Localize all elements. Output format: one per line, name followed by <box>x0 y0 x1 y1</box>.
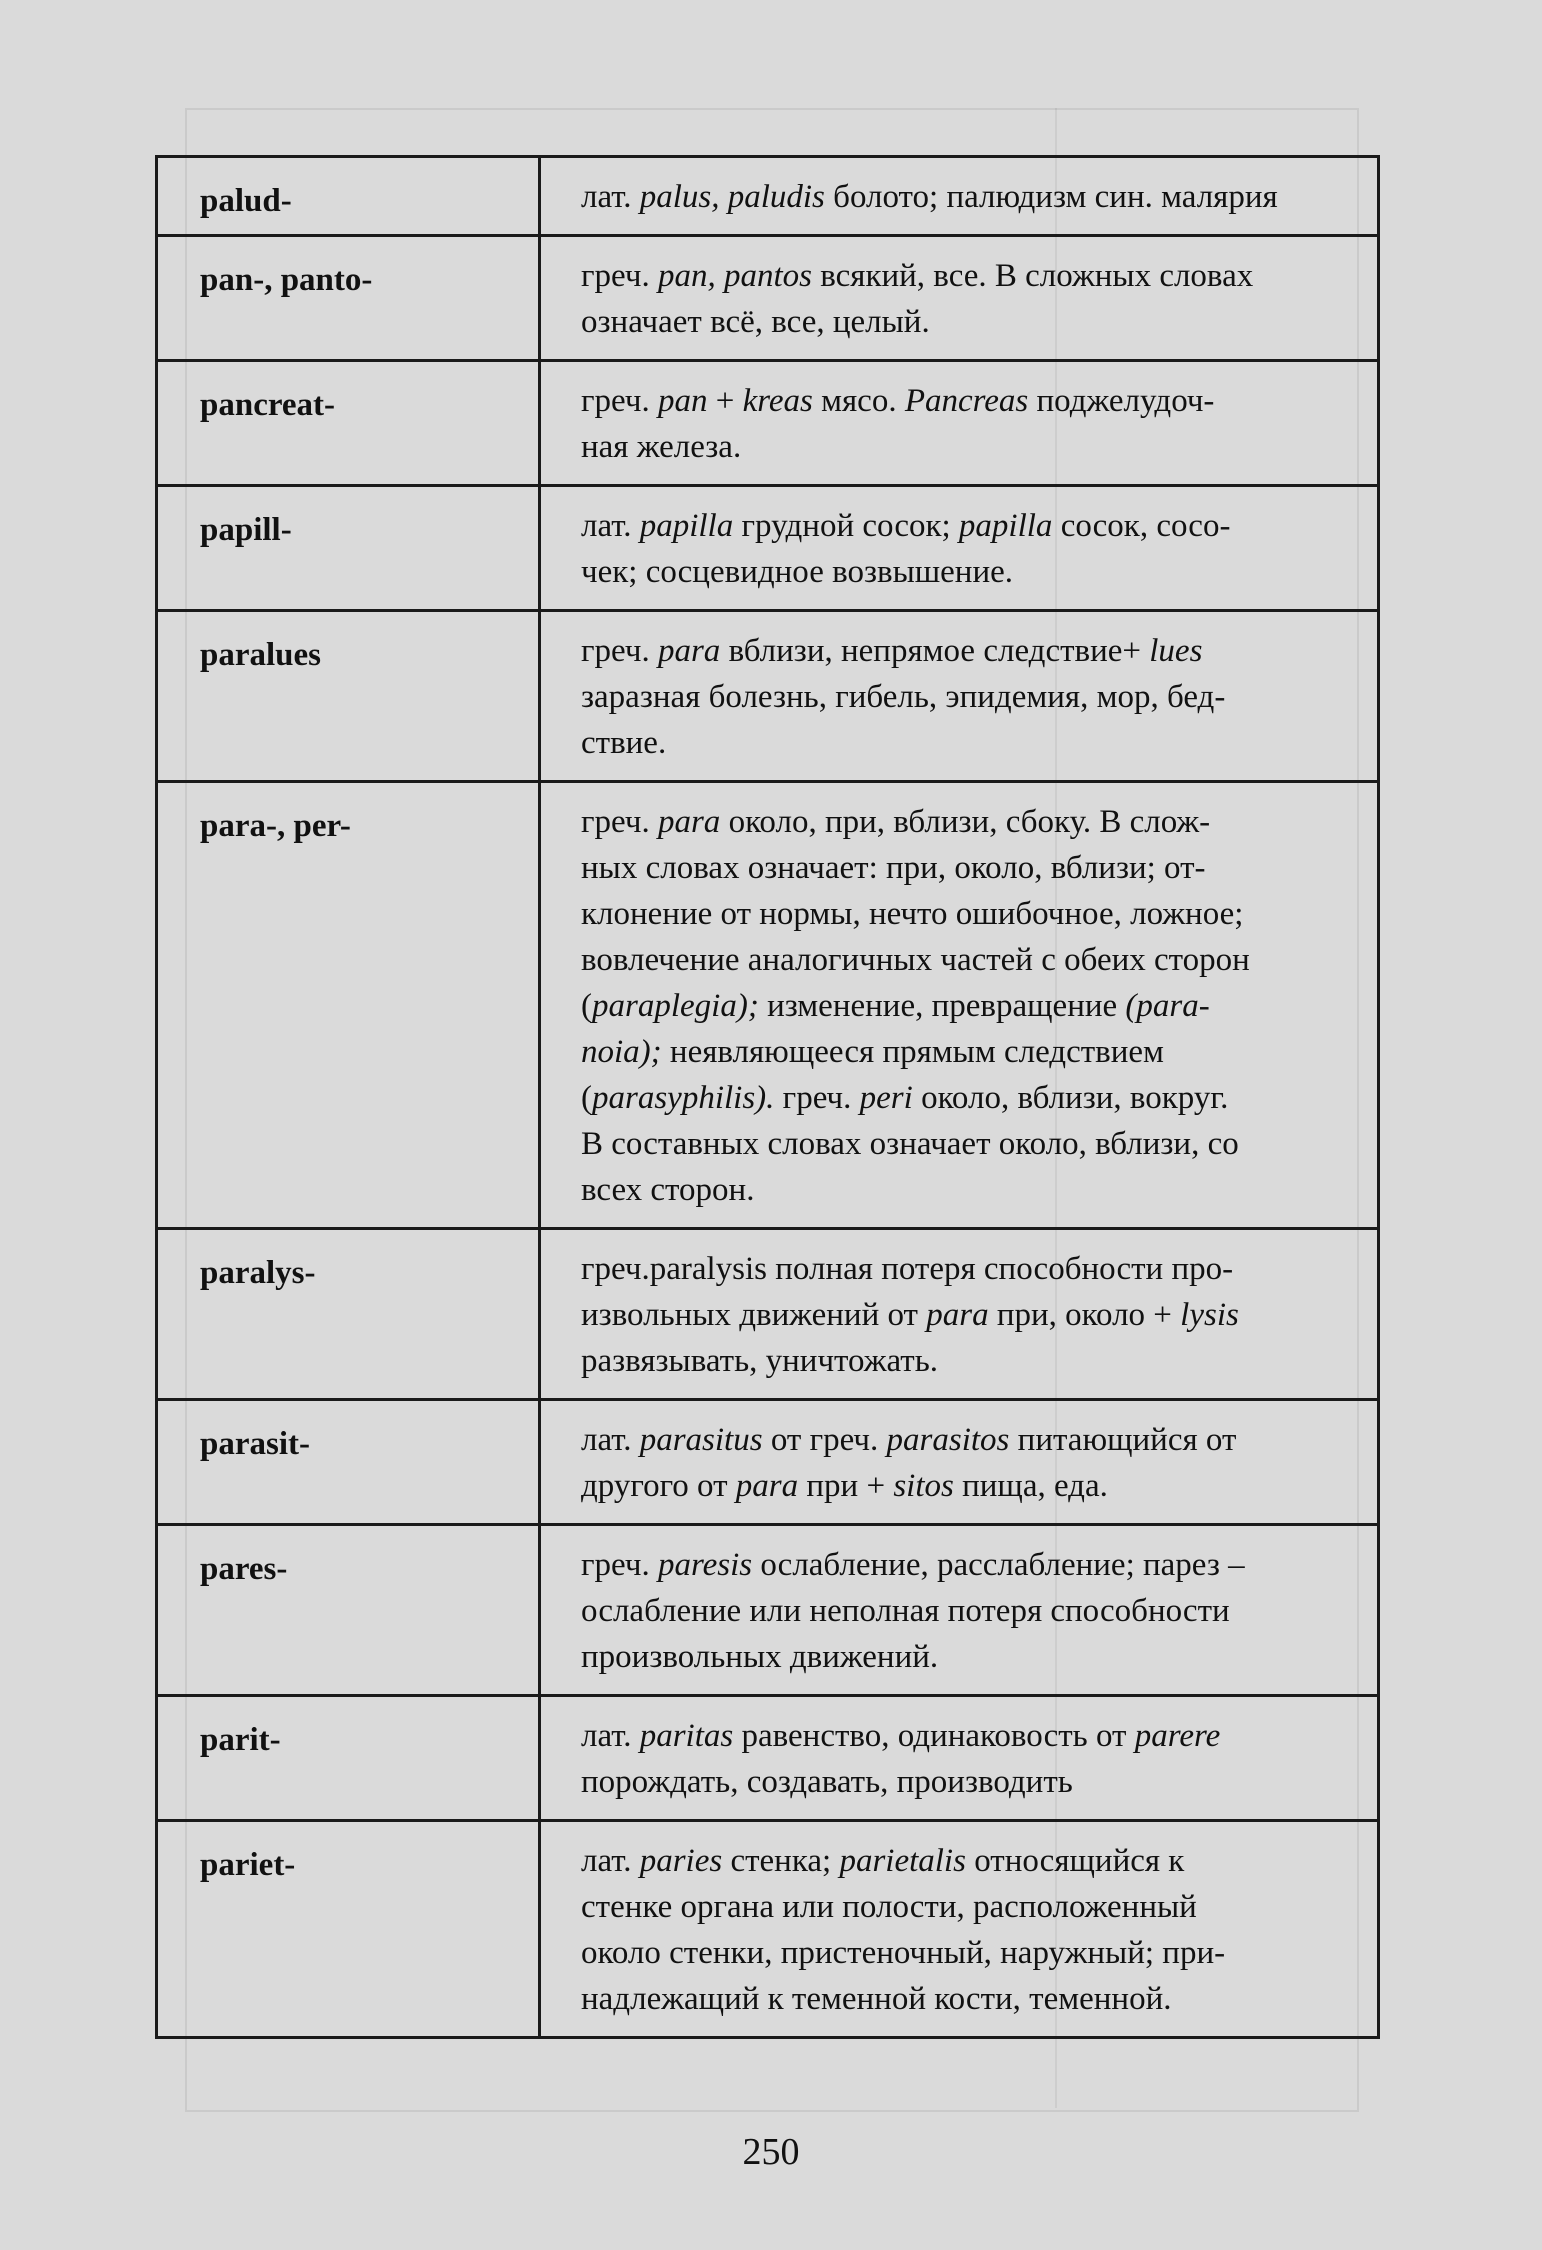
definition-line <box>581 845 1367 891</box>
definition-text: вблизи, непрямое следствие+ <box>720 633 1150 669</box>
definition-text: греч. <box>774 1080 860 1116</box>
definition-line <box>581 299 1367 345</box>
table-row <box>157 1400 1379 1525</box>
definition-line <box>581 174 1367 220</box>
definition-text: грудной сосок; <box>733 508 959 544</box>
definition-line <box>581 503 1367 549</box>
definition-text: пища, еда. <box>953 1468 1108 1504</box>
entry-definition <box>540 1400 1379 1525</box>
definition-text: мясо. <box>812 383 905 419</box>
definition-text: чек; сосцевидное возвышение. <box>581 554 1014 590</box>
definition-text: от греч. <box>762 1422 887 1458</box>
definition-text: всех сторон. <box>581 1172 755 1208</box>
definition-text: лат. <box>581 508 640 544</box>
entry-definition <box>540 1229 1379 1400</box>
definition-italic-text: (para- <box>1125 988 1210 1024</box>
definition-text: изменение, превращение <box>758 988 1126 1024</box>
definition-text: при + <box>798 1468 894 1504</box>
definition-text: лат. <box>581 179 640 215</box>
entry-term: papill- <box>157 486 540 611</box>
table-row <box>157 1229 1379 1400</box>
entry-term: para-, per- <box>157 782 540 1229</box>
table-row <box>157 782 1379 1229</box>
definition-text: лат. <box>581 1843 640 1879</box>
definition-italic-text: para <box>657 804 721 840</box>
entry-definition <box>540 157 1379 236</box>
entry-term: pancreat- <box>157 361 540 486</box>
table-row <box>157 1696 1379 1821</box>
definition-line <box>581 1634 1367 1680</box>
definition-text: относящийся к <box>965 1843 1185 1879</box>
definition-text: извольных движений от <box>581 1297 927 1333</box>
definition-text: другого от <box>581 1468 736 1504</box>
definition-text: греч. <box>581 804 658 840</box>
definition-line <box>581 1121 1367 1167</box>
definition-text: развязывать, уничтожать. <box>581 1343 939 1379</box>
definition-line <box>581 1976 1367 2022</box>
definition-text: клонение от нормы, нечто ошибочное, ложное; <box>581 896 1244 932</box>
definition-text: означает всё, все, целый. <box>581 304 930 340</box>
definition-text: ных словах означает: при, около, вблизи; от- <box>581 850 1206 886</box>
definition-line <box>581 1930 1367 1976</box>
definition-italic-text: pan, pantos <box>657 258 812 294</box>
definition-text: сосок, сосо- <box>1052 508 1231 544</box>
entry-term: palud- <box>157 157 540 236</box>
definition-line <box>581 1338 1367 1384</box>
definition-italic-text: kreas <box>742 383 813 419</box>
definition-line <box>581 1759 1367 1805</box>
definition-text: лат. <box>581 1422 640 1458</box>
table-row <box>157 157 1379 236</box>
entry-definition <box>540 782 1379 1229</box>
definition-italic-text: noia); <box>581 1034 662 1070</box>
definition-line <box>581 1292 1367 1338</box>
table-row <box>157 236 1379 361</box>
entry-definition <box>540 611 1379 782</box>
definition-line <box>581 378 1367 424</box>
definition-italic-text: parere <box>1134 1718 1221 1754</box>
entry-term: parasit- <box>157 1400 540 1525</box>
definition-line <box>581 1075 1367 1121</box>
definition-text: заразная болезнь, гибель, эпидемия, мор, бед- <box>581 679 1226 715</box>
definition-text: В составных словах означает около, вблизи, со <box>581 1126 1239 1162</box>
definition-text: равенство, одинаковость от <box>733 1718 1135 1754</box>
definition-text: неявляющееся прямым следствием <box>661 1034 1164 1070</box>
definition-text: ( <box>581 1080 592 1116</box>
definition-italic-text: para <box>657 633 721 669</box>
definition-text: вовлечение аналогичных частей с обеих сторон <box>581 942 1250 978</box>
table-row <box>157 486 1379 611</box>
definition-text: ствие. <box>581 725 667 761</box>
definition-text: при, около + <box>988 1297 1181 1333</box>
definition-text: + <box>707 383 743 419</box>
definition-text: около стенки, пристеночный, наружный; при- <box>581 1935 1226 1971</box>
definition-text: ная железа. <box>581 429 742 465</box>
entry-term: paralues <box>157 611 540 782</box>
definition-italic-text: palus, paludis <box>639 179 825 215</box>
entry-term: paralys- <box>157 1229 540 1400</box>
definition-italic-text: para <box>926 1297 989 1333</box>
definition-text: болото; палюдизм син. малярия <box>824 179 1278 215</box>
definition-italic-text: papilla <box>958 508 1053 544</box>
definition-italic-text: papilla <box>639 508 734 544</box>
definition-text: греч. <box>581 1547 658 1583</box>
definition-text: порождать, создавать, производить <box>581 1764 1073 1800</box>
definition-line <box>581 1417 1367 1463</box>
entry-definition <box>540 1525 1379 1696</box>
definition-line <box>581 1838 1367 1884</box>
entry-definition <box>540 361 1379 486</box>
definition-text: стенке органа или полости, расположенный <box>581 1889 1197 1925</box>
entry-definition <box>540 1821 1379 2038</box>
definition-text: около, вблизи, вокруг. <box>912 1080 1229 1116</box>
definition-text: лат. <box>581 1718 640 1754</box>
definition-text: ослабление или неполная потеря способности <box>581 1593 1230 1629</box>
definition-italic-text: parietalis <box>839 1843 966 1879</box>
definition-line <box>581 1713 1367 1759</box>
page-number: 250 <box>742 2131 800 2173</box>
definition-italic-text: paries <box>639 1843 723 1879</box>
dictionary-table-body <box>157 157 1379 2038</box>
definition-line <box>581 628 1367 674</box>
definition-text: питающийся от <box>1009 1422 1237 1458</box>
entry-term: pan-, panto- <box>157 236 540 361</box>
definition-text: произвольных движений. <box>581 1639 939 1675</box>
definition-line <box>581 1542 1367 1588</box>
definition-line <box>581 1884 1367 1930</box>
table-row <box>157 611 1379 782</box>
definition-text: греч. <box>581 383 658 419</box>
definition-text: греч.paralysis полная потеря способности про- <box>581 1251 1234 1287</box>
table-row <box>157 361 1379 486</box>
entry-term: parit- <box>157 1696 540 1821</box>
definition-italic-text: paritas <box>639 1718 734 1754</box>
definition-text: надлежащий к теменной кости, теменной. <box>581 1981 1172 2017</box>
definition-text: около, при, вблизи, сбоку. В слож- <box>720 804 1211 840</box>
definition-line <box>581 424 1367 470</box>
entry-definition <box>540 236 1379 361</box>
entry-definition <box>540 1696 1379 1821</box>
definition-line <box>581 674 1367 720</box>
definition-text: поджелудоч- <box>1028 383 1215 419</box>
definition-line <box>581 1463 1367 1509</box>
definition-italic-text: paresis <box>657 1547 753 1583</box>
definition-italic-text: para <box>735 1468 799 1504</box>
definition-italic-text: parasyphilis). <box>592 1080 775 1116</box>
definition-italic-text: peri <box>859 1080 913 1116</box>
definition-italic-text: Pancreas <box>904 383 1029 419</box>
definition-line <box>581 720 1367 766</box>
definition-line <box>581 983 1367 1029</box>
definition-line <box>581 1167 1367 1213</box>
definition-line <box>581 1029 1367 1075</box>
definition-line <box>581 253 1367 299</box>
definition-italic-text: paraplegia); <box>592 988 759 1024</box>
entry-definition <box>540 486 1379 611</box>
definition-line <box>581 891 1367 937</box>
dictionary-table <box>155 155 1380 2039</box>
table-row <box>157 1821 1379 2038</box>
definition-italic-text: lysis <box>1180 1297 1239 1333</box>
definition-italic-text: lues <box>1149 633 1203 669</box>
entry-term: pares- <box>157 1525 540 1696</box>
definition-italic-text: parasitos <box>886 1422 1010 1458</box>
definition-text: ( <box>581 988 592 1024</box>
definition-line <box>581 937 1367 983</box>
definition-line <box>581 1588 1367 1634</box>
definition-italic-text: sitos <box>893 1468 954 1504</box>
definition-text: греч. <box>581 258 658 294</box>
definition-italic-text: parasitus <box>639 1422 763 1458</box>
definition-line <box>581 1246 1367 1292</box>
table-row <box>157 1525 1379 1696</box>
definition-italic-text: pan <box>657 383 708 419</box>
definition-text: греч. <box>581 633 658 669</box>
definition-text: стенка; <box>722 1843 840 1879</box>
definition-line <box>581 799 1367 845</box>
definition-line <box>581 549 1367 595</box>
entry-term: pariet- <box>157 1821 540 2038</box>
definition-text: всякий, все. В сложных словах <box>811 258 1254 294</box>
definition-text: ослабление, расслабление; парез – <box>752 1547 1245 1583</box>
